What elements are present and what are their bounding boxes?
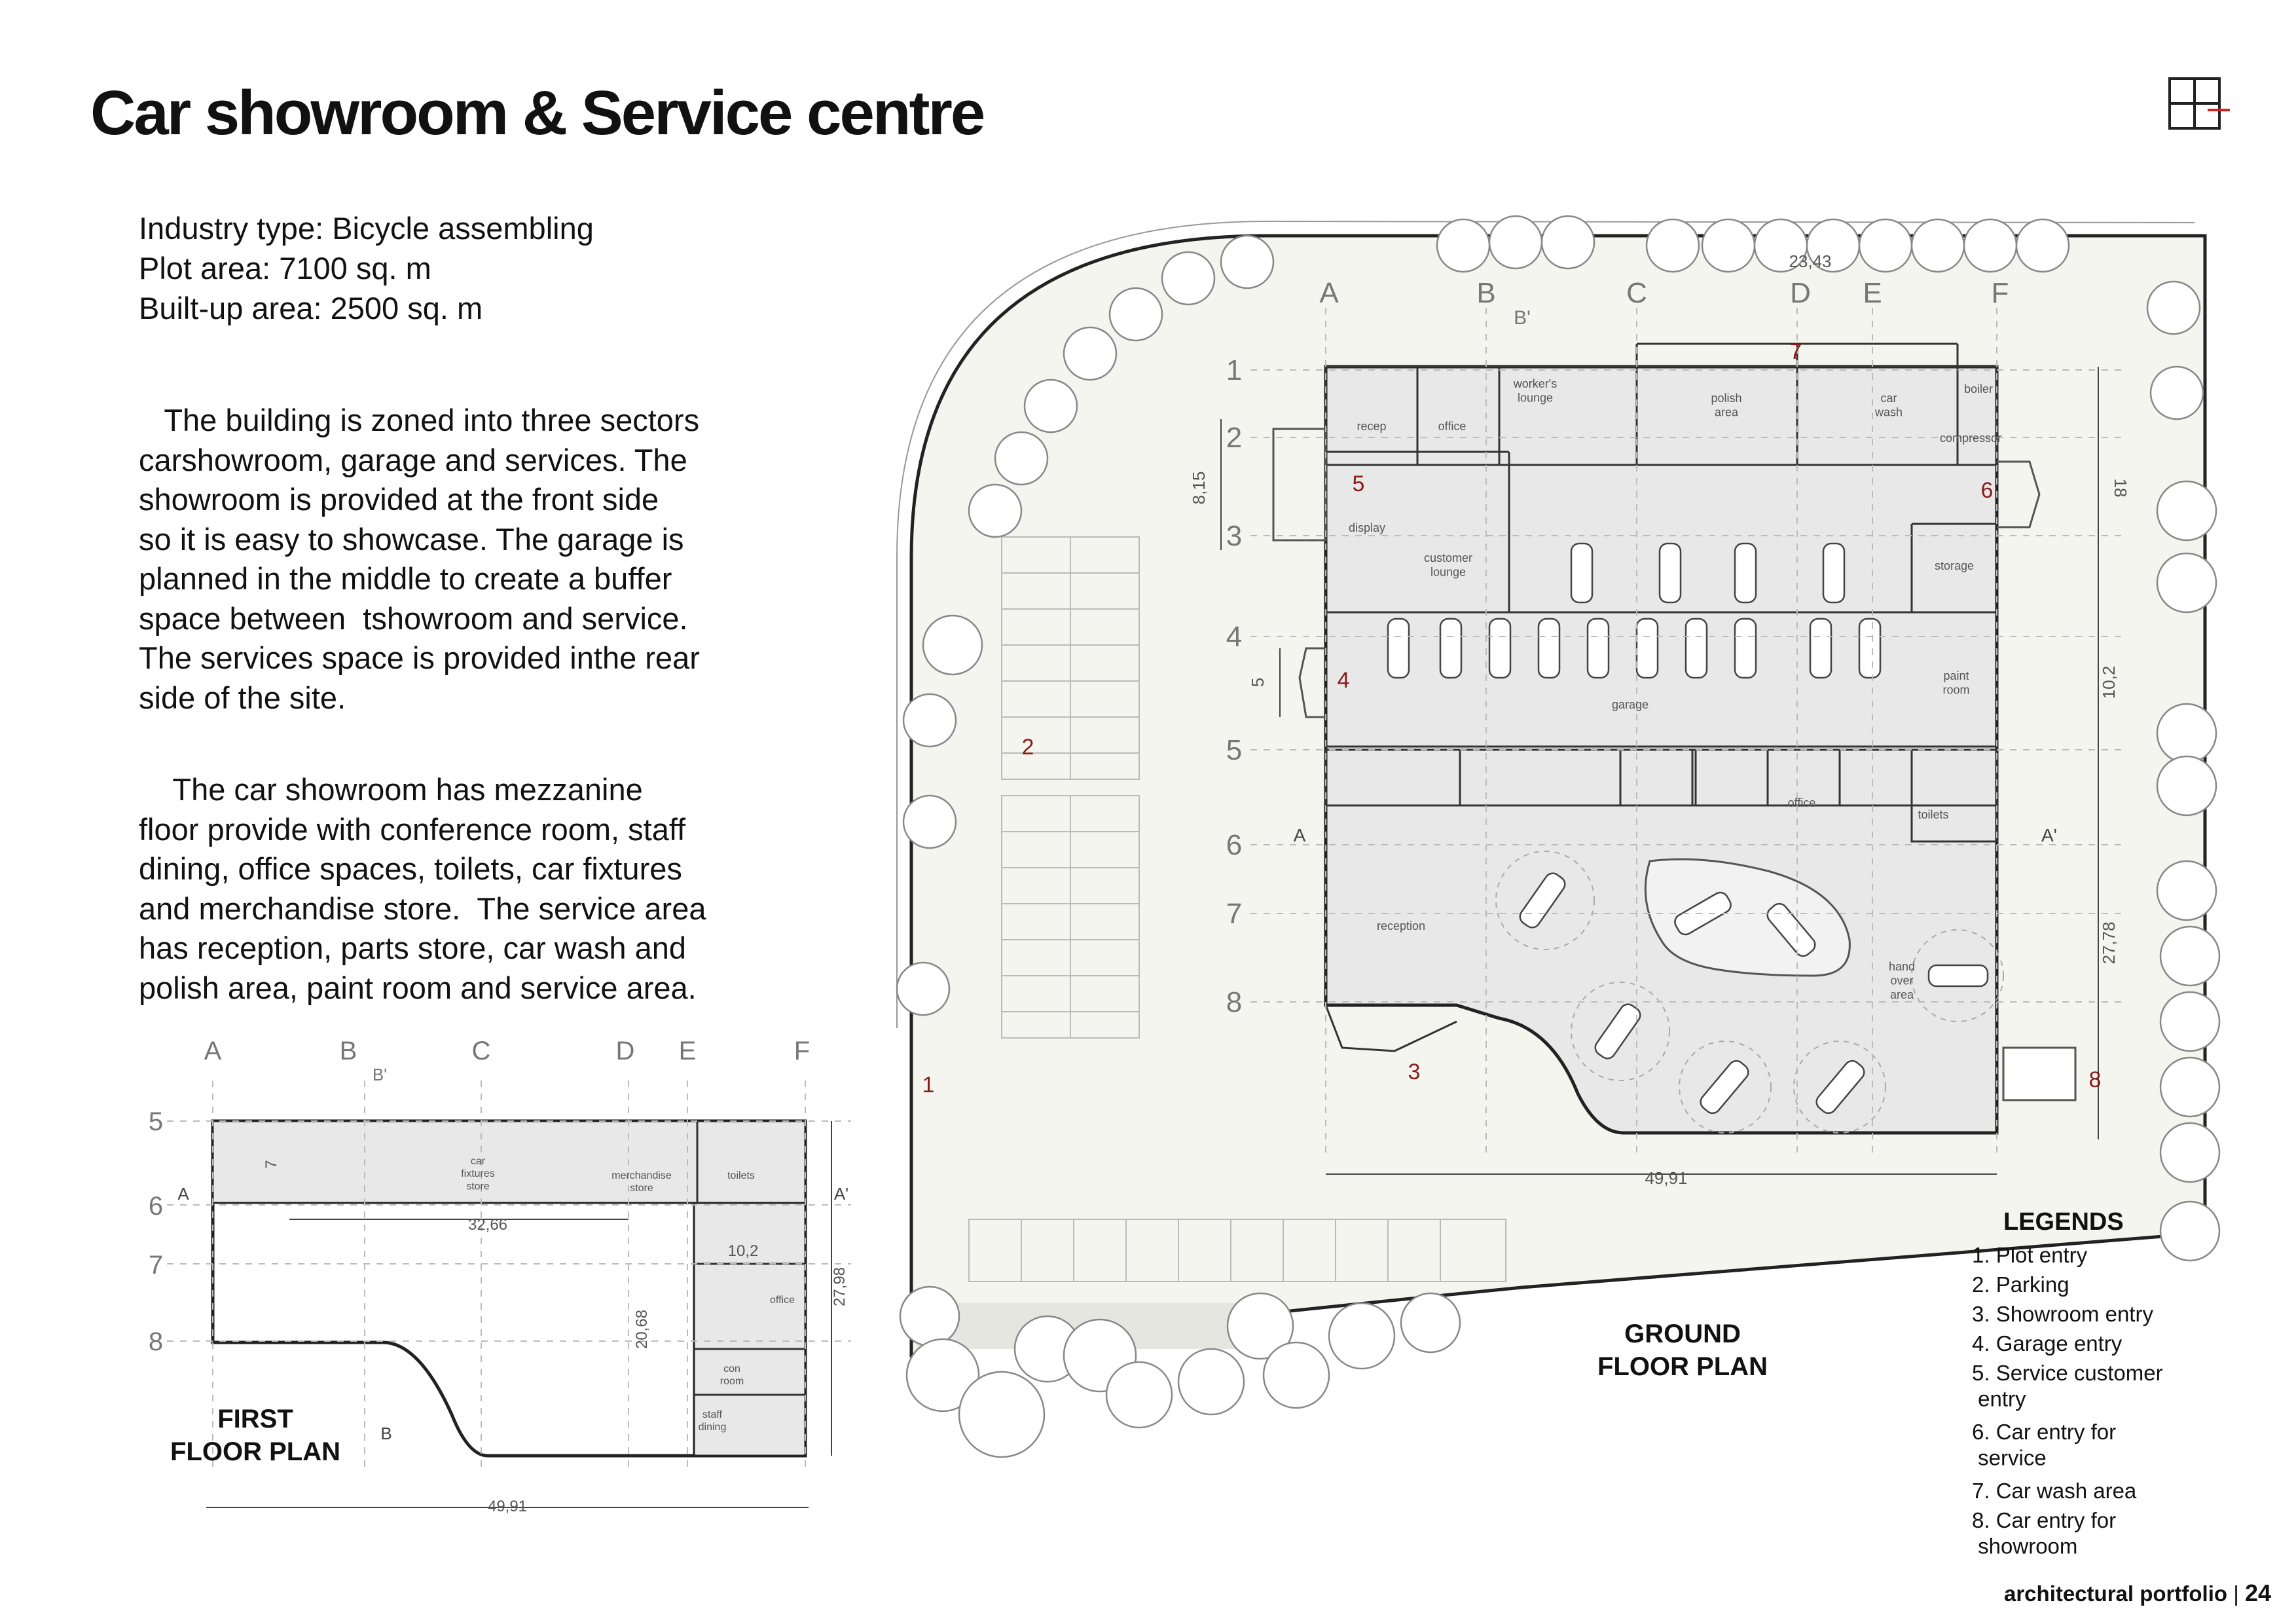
marker-2: 2 xyxy=(1021,735,1034,760)
ff-grid-col-b: B xyxy=(339,1037,357,1065)
ff-grid-col-f: F xyxy=(793,1037,811,1065)
description-program: The car showroom has mezzanine floor provide with conference room, staff dining, office spaces, toilets, car fixtures and merchandise store. The service area has reception, parts store, car wash and polish area, paint room and service area. xyxy=(139,772,706,1005)
room-hand-over-area: hand over area xyxy=(1888,960,1916,1002)
ff-grid-row-8: 8 xyxy=(148,1327,164,1356)
ground-floor-title-line2: FLOOR PLAN xyxy=(1597,1352,1768,1381)
marker-3: 3 xyxy=(1408,1060,1421,1084)
legend xyxy=(1972,1208,2163,1559)
marker-8: 8 xyxy=(2088,1067,2102,1092)
gf-grid-row-5: 5 xyxy=(1226,734,1243,766)
gf-dim-10-2: 10,2 xyxy=(2099,665,2119,699)
ff-grid-col-c: C xyxy=(471,1037,491,1065)
first-floor-title-line2: FLOOR PLAN xyxy=(170,1437,340,1466)
gf-grid-col-b: B xyxy=(1476,277,1496,309)
ground-floor-plan xyxy=(897,216,2219,1457)
gf-grid-row-8: 8 xyxy=(1226,986,1243,1018)
room-display: display xyxy=(1348,521,1386,534)
ff-room-office: office xyxy=(770,1295,795,1306)
gf-grid-row-7: 7 xyxy=(1226,898,1243,930)
page-footer xyxy=(2004,1579,2271,1607)
ff-grid-row-5: 5 xyxy=(148,1107,164,1136)
ff-dim-10-2: 10,2 xyxy=(727,1242,759,1260)
ff-grid-col-b-prime: B' xyxy=(372,1065,388,1084)
gf-grid-col-d: D xyxy=(1790,277,1811,309)
gf-section-a-prime: A' xyxy=(2041,825,2058,845)
room-recep: recep xyxy=(1357,420,1387,433)
room-storage: storage xyxy=(1934,559,1975,572)
legend-items xyxy=(1972,1243,2163,1559)
gf-dim-27-78: 27,78 xyxy=(2099,921,2119,965)
gf-grid-col-f: F xyxy=(1991,277,2009,309)
legend-item-6: 6. Car entry for service xyxy=(1972,1420,2117,1470)
legend-item-5: 5. Service customer entry xyxy=(1972,1361,2163,1411)
footer-page-number: 24 xyxy=(2244,1579,2271,1606)
showroom-car-entry xyxy=(2003,1048,2075,1100)
ff-room-merchandise-store: merchandise store xyxy=(611,1170,672,1194)
room-polish-area: polish area xyxy=(1711,392,1742,419)
first-floor-store-band xyxy=(213,1121,805,1203)
footer-separator: | xyxy=(2233,1581,2239,1606)
room-office-service: office xyxy=(1787,796,1816,809)
legend-item-2: 2. Parking xyxy=(1972,1272,2069,1297)
room-customer-lounge: customer lounge xyxy=(1423,551,1473,579)
room-paint-room: paint room xyxy=(1942,669,1970,697)
room-office-north: office xyxy=(1438,420,1467,433)
gf-grid-row-3: 3 xyxy=(1226,520,1243,552)
gf-section-a: A xyxy=(1293,825,1306,845)
room-workers-lounge: worker's lounge xyxy=(1513,377,1558,405)
ff-dim-32-66: 32,66 xyxy=(467,1216,508,1234)
footer-label: architectural portfolio xyxy=(2003,1581,2228,1606)
fact-industry-type: Industry type: Bicycle assembling xyxy=(139,211,594,246)
ff-section-a: A xyxy=(177,1184,189,1204)
legend-item-3: 3. Showroom entry xyxy=(1972,1302,2153,1326)
marker-4: 4 xyxy=(1337,668,1350,693)
legend-item-1: 1. Plot entry xyxy=(1972,1243,2088,1267)
gf-grid-col-e: E xyxy=(1863,277,1882,309)
legend-item-4: 4. Garage entry xyxy=(1972,1331,2123,1356)
room-toilets: toilets xyxy=(1918,808,1949,821)
ff-section-a-prime: A' xyxy=(833,1184,849,1204)
marker-5: 5 xyxy=(1352,471,1365,496)
legend-item-8: 8. Car entry for showroom xyxy=(1972,1508,2117,1559)
gf-grid-row-6: 6 xyxy=(1226,829,1243,861)
gf-grid-col-c: C xyxy=(1626,277,1647,309)
room-compressor: compressor xyxy=(1939,432,2002,445)
ff-grid-col-a: A xyxy=(204,1037,222,1065)
gf-dim-width: 49,91 xyxy=(1645,1168,1688,1188)
page-title: Car showroom & Service centre xyxy=(90,78,984,148)
gf-grid-row-4: 4 xyxy=(1226,621,1243,653)
ff-room-staff-dining: staff dining xyxy=(698,1409,727,1433)
ff-room-car-fixtures-store: car fixtures store xyxy=(461,1156,495,1192)
ff-grid-row-6: 6 xyxy=(148,1192,164,1221)
gf-grid-row-1: 1 xyxy=(1226,354,1243,386)
ff-dim-width: 49,91 xyxy=(487,1498,528,1515)
fact-plot-area: Plot area: 7100 sq. m xyxy=(139,251,431,286)
ff-grid-row-7: 7 xyxy=(148,1251,164,1280)
room-garage: garage xyxy=(1611,698,1649,711)
ff-grid-col-d: D xyxy=(615,1037,635,1065)
ground-floor-title-line1: GROUND xyxy=(1624,1320,1741,1348)
room-reception: reception xyxy=(1376,919,1426,932)
ff-dim-27-98: 27,98 xyxy=(831,1266,848,1307)
first-floor-title xyxy=(170,1405,340,1466)
ff-room-toilets: toilets xyxy=(727,1170,755,1181)
gf-dim-5: 5 xyxy=(1248,677,1267,688)
marker-6: 6 xyxy=(1980,478,1994,503)
fact-built-up-area: Built-up area: 2500 sq. m xyxy=(139,291,483,325)
marker-1: 1 xyxy=(922,1073,935,1098)
ff-room-conference: con room xyxy=(720,1363,744,1388)
room-boiler: boiler xyxy=(1963,382,1994,396)
legend-heading: LEGENDS xyxy=(2003,1208,2124,1236)
ff-dim-7: 7 xyxy=(263,1160,280,1169)
description-zoning: The building is zoned into three sectors carshowroom, garage and services. The showroom is provided at the front side so it is easy to showcase. The garage is planned in the middle to create a buffer space between tshowroom and service. The services space is provided inthe rear side of the site. xyxy=(139,403,700,715)
gf-dim-top: 23,43 xyxy=(1789,251,1832,271)
gf-grid-row-2: 2 xyxy=(1226,422,1243,454)
first-floor-title-line1: FIRST xyxy=(217,1405,293,1433)
gf-dim-8-15: 8,15 xyxy=(1189,471,1209,505)
gf-grid-col-b-prime: B' xyxy=(1514,307,1531,329)
ground-floor-title xyxy=(1597,1320,1768,1381)
ff-dim-20-68: 20,68 xyxy=(633,1309,651,1350)
legend-item-7: 7. Car wash area xyxy=(1972,1479,2137,1503)
ff-section-b: B xyxy=(380,1424,392,1443)
gf-dim-18: 18 xyxy=(2111,478,2130,498)
ff-grid-col-e: E xyxy=(678,1037,697,1065)
room-car-wash: car wash xyxy=(1874,392,1903,419)
marker-7: 7 xyxy=(1789,339,1802,364)
gf-grid-col-a: A xyxy=(1319,277,1339,309)
